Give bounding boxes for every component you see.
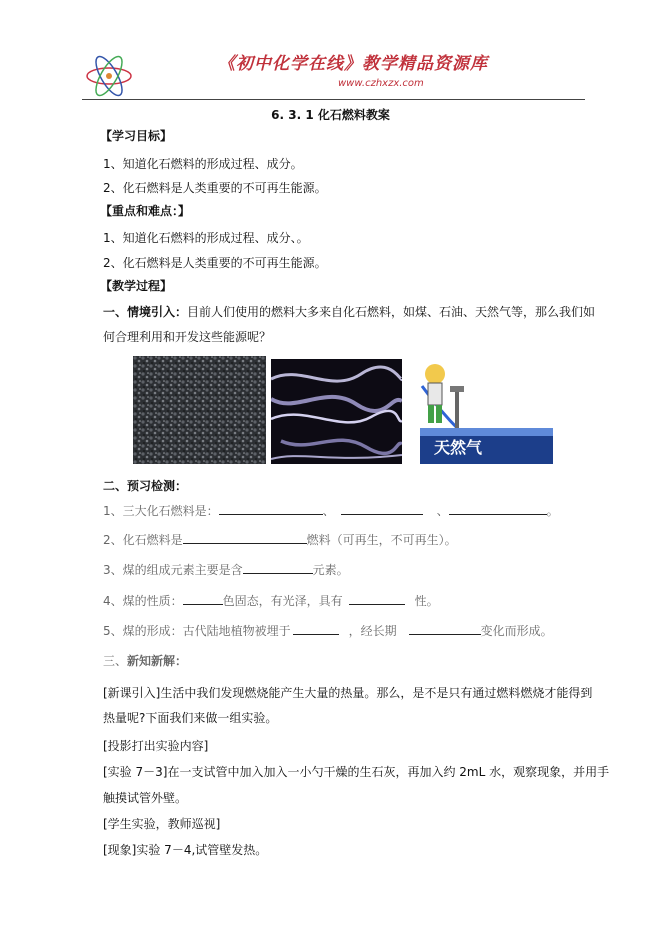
q1-prefix: 1、三大化石燃料是： (103, 504, 219, 518)
oil-image (271, 359, 402, 464)
q3-blank[interactable] (243, 561, 313, 574)
intro-text: 目前人们使用的燃料大多来自化石燃料，如煤、石油、天然气等，那么我们如 (187, 305, 596, 319)
question-5 (103, 622, 553, 639)
q5-blank-1[interactable] (293, 622, 339, 635)
paragraph-intro-line2: 热量呢?下面我们来做一组实验。 (103, 711, 278, 725)
q2-prefix: 2、化石燃料是 (103, 533, 183, 547)
coal-texture-icon (133, 356, 266, 464)
q1-blank-3[interactable] (449, 502, 547, 515)
q1-blank-1[interactable] (219, 502, 323, 515)
header-divider (82, 99, 585, 100)
q1-end: 。 (546, 504, 559, 518)
objective-item-2: 2、化石燃料是人类重要的不可再生能源。 (103, 181, 327, 195)
paragraph-observation: [现象]实验 7－4,试管壁发热。 (103, 843, 268, 857)
q4-blank-1[interactable] (183, 592, 223, 605)
q5-suffix: 变化而形成。 (480, 624, 553, 638)
q4-middle: 色固态，有光泽，具有 (222, 594, 343, 608)
header-banner-title: 《初中化学在线》教学精品资源库 (218, 54, 488, 74)
intro-label: 一、情境引入： (103, 305, 188, 319)
gas-caption: 天然气 (434, 438, 483, 457)
header-logo (84, 54, 134, 98)
atom-logo-icon (84, 54, 134, 98)
oil-surface-icon (271, 359, 402, 464)
paragraph-intro-line1: [新课引入]生活中我们发现燃烧能产生大量的热量。那么，是不是只有通过燃料燃烧才能得到 (103, 686, 593, 700)
intro-paragraph-line2: 何合理利用和开发这些能源呢？ (103, 330, 272, 344)
header-banner (138, 54, 568, 96)
key-points-heading: 【重点和难点：】 (100, 204, 191, 218)
paragraph-projection: [投影打出实验内容] (103, 739, 209, 753)
coal-image (133, 356, 266, 464)
q4-suffix: 性。 (414, 594, 439, 608)
q2-suffix: 燃料（可再生，不可再生）。 (306, 533, 457, 547)
q4-blank-2[interactable] (349, 592, 405, 605)
paragraph-experiment-line2: 触摸试管外壁。 (103, 791, 188, 805)
objectives-heading: 【学习目标】 (100, 129, 173, 143)
key-point-1: 1、知道化石燃料的形成过程、成分、。 (103, 231, 309, 245)
q5-prefix: 5、煤的形成：古代陆地植物被埋于 (103, 624, 291, 638)
process-heading: 【教学过程】 (100, 279, 173, 293)
question-2 (103, 531, 457, 548)
q1-separator-2: 、 (436, 504, 449, 518)
paragraph-student-experiment: [学生实验，教师巡视] (103, 817, 221, 831)
q1-separator-1: 、 (322, 504, 335, 518)
new-heading-label: 新知新解： (127, 654, 188, 668)
question-4 (103, 592, 439, 609)
q4-prefix: 4、煤的性质： (103, 594, 183, 608)
q2-blank[interactable] (183, 531, 307, 544)
header-website[interactable]: www.czhxzx.com (338, 78, 424, 89)
paragraph-experiment-line1: [实验 7－3]在一支试管中加入加入一小勺干燥的生石灰，再加入约 2mL 水，观察现象，并用手 (103, 765, 610, 779)
preview-heading: 二、预习检测： (103, 479, 188, 493)
page-title: 6. 3. 1 化石燃料教案 (271, 108, 390, 122)
q5-blank-2[interactable] (409, 622, 481, 635)
new-heading-prefix: 三、 (103, 654, 128, 668)
q3-prefix: 3、煤的组成元素主要是含 (103, 563, 243, 577)
question-3 (103, 561, 349, 578)
natural-gas-image (420, 356, 553, 464)
q3-suffix: 元素。 (312, 563, 349, 577)
q5-middle: ，经长期 (348, 624, 397, 638)
new-knowledge-heading (103, 653, 187, 669)
intro-paragraph-line1 (103, 304, 595, 320)
question-1 (103, 502, 559, 519)
key-point-2: 2、化石燃料是人类重要的不可再生能源。 (103, 256, 327, 270)
objective-item-1: 1、知道化石燃料的形成过程、成分。 (103, 157, 303, 171)
q1-blank-2[interactable] (341, 502, 423, 515)
